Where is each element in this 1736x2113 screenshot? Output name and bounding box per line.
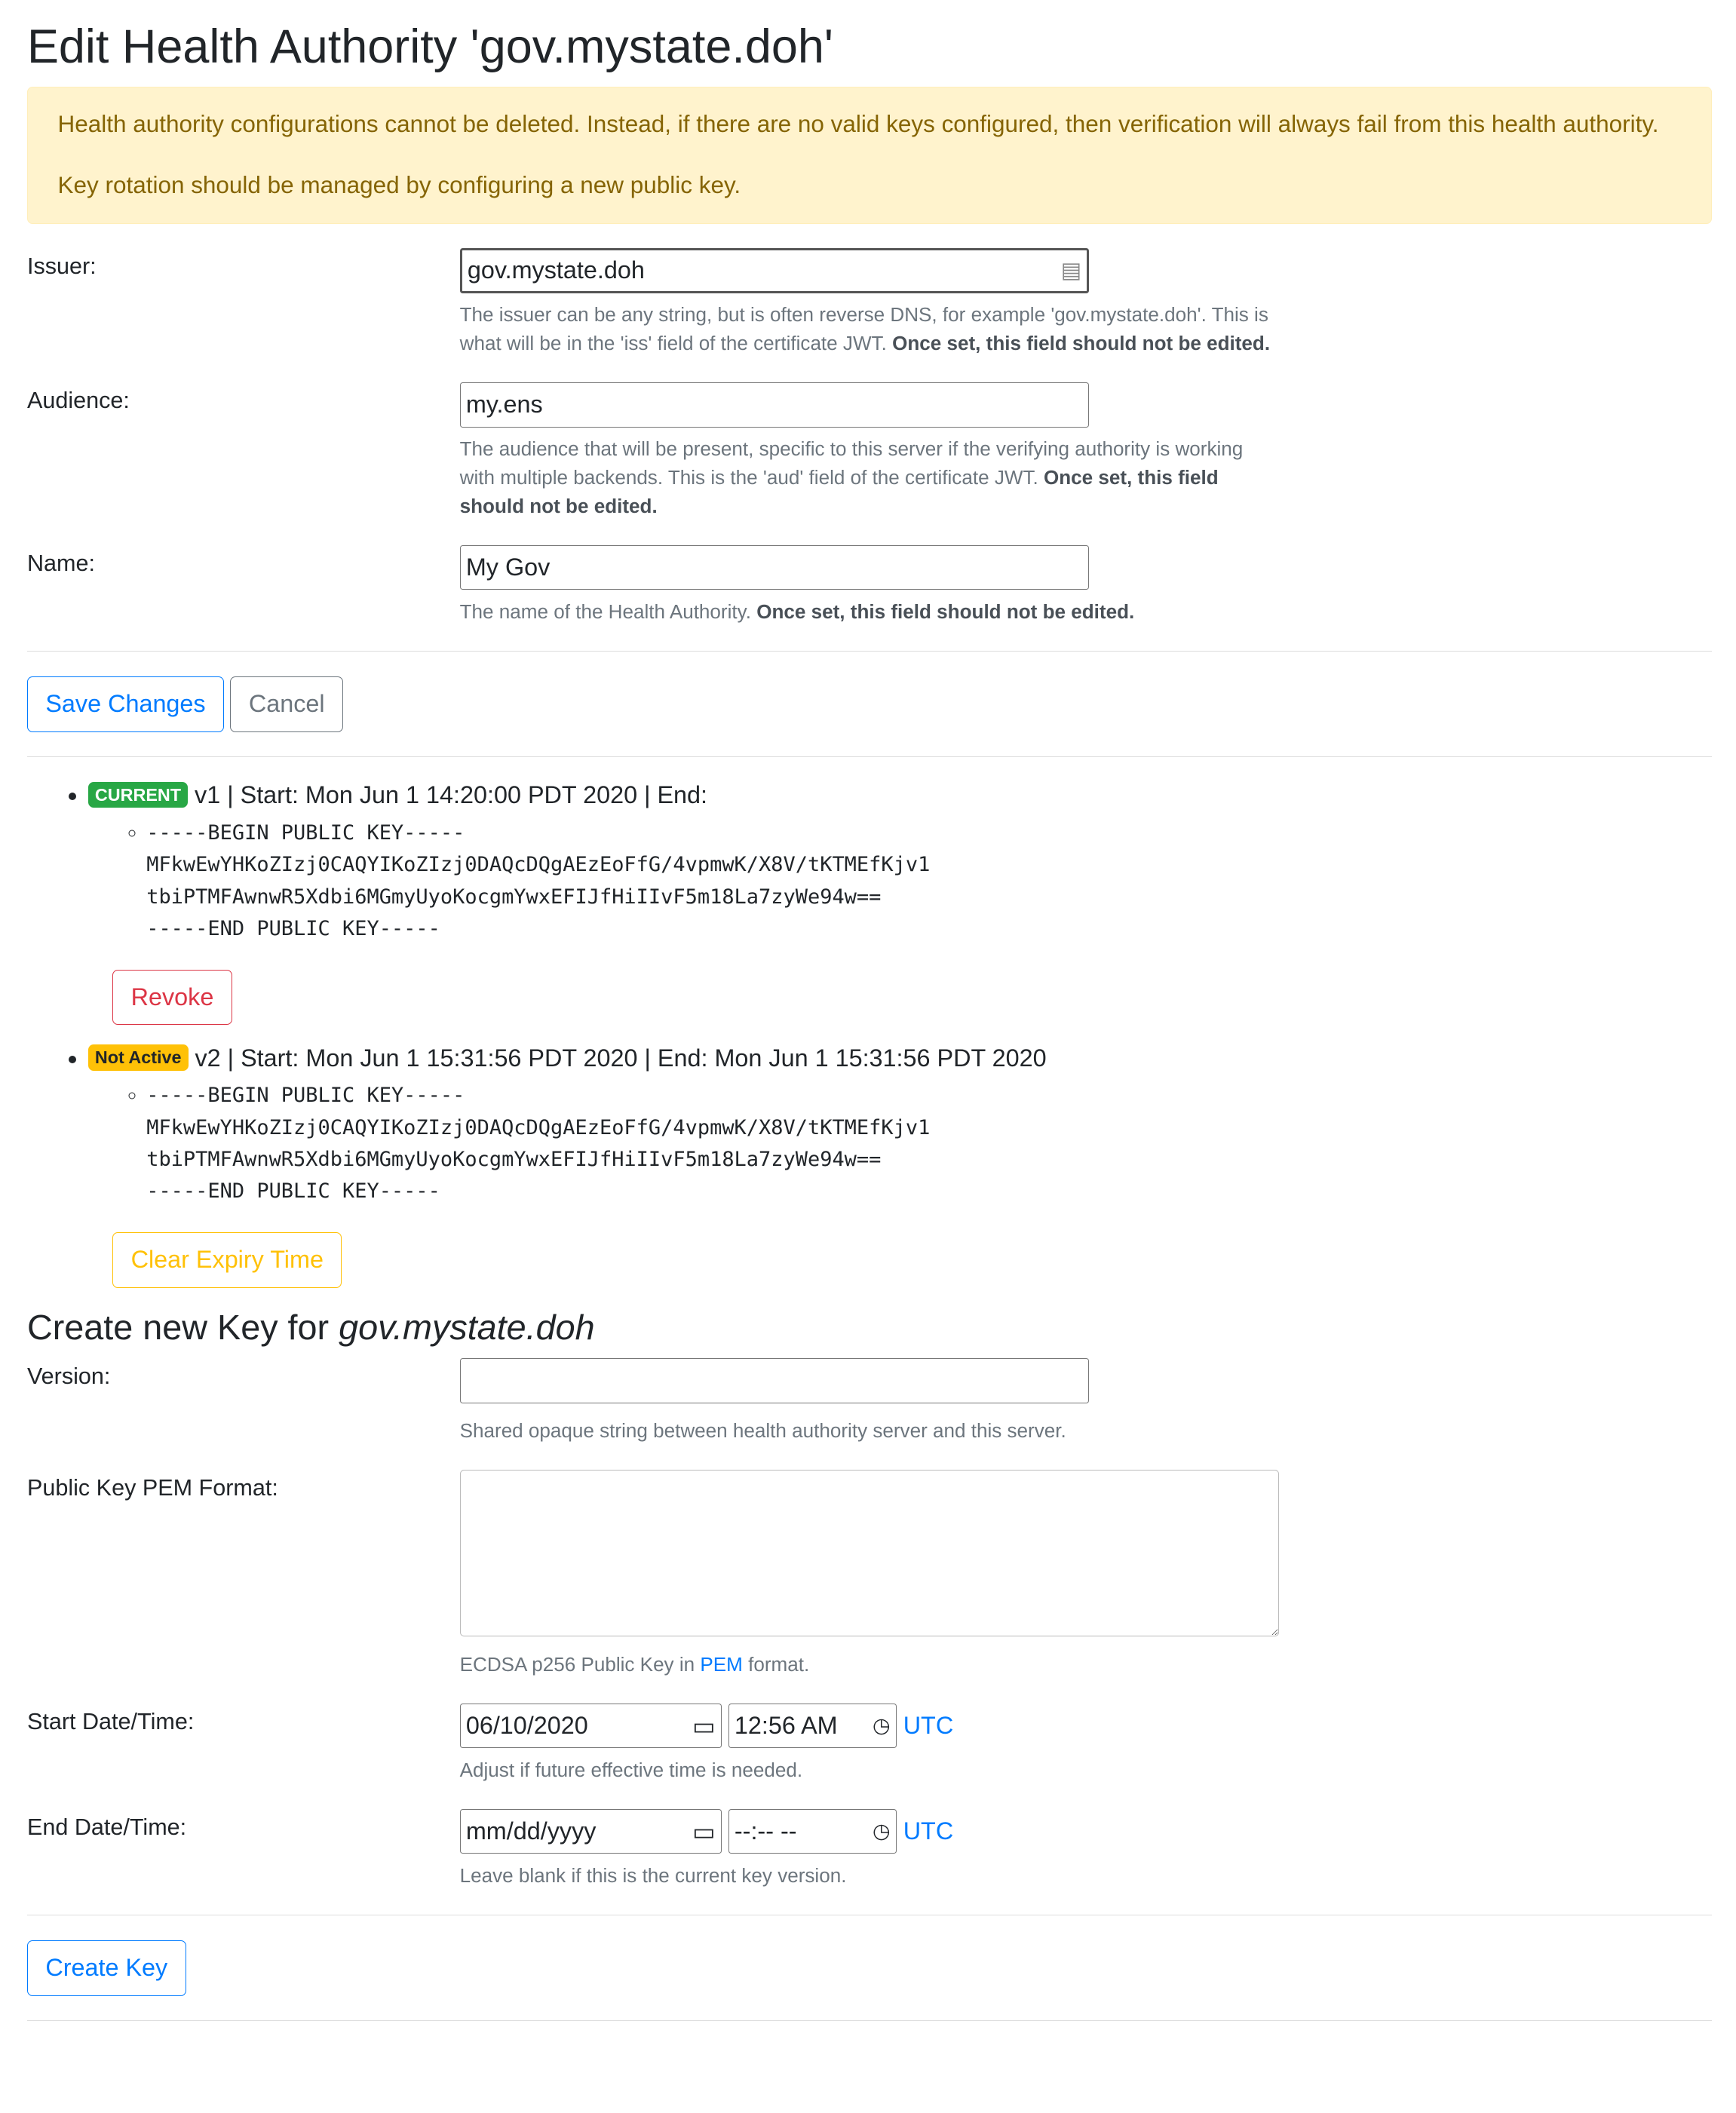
start-help: Adjust if future effective time is needed. bbox=[459, 1758, 803, 1781]
create-key-button[interactable]: Create Key bbox=[27, 1940, 186, 1996]
pem-help: ECDSA p256 Public Key in PEM format. bbox=[459, 1652, 810, 1676]
version-label: Version: bbox=[26, 1363, 111, 1390]
audience-label: Audience: bbox=[26, 388, 130, 414]
start-label: Start Date/Time: bbox=[26, 1709, 195, 1735]
utc-link[interactable]: UTC bbox=[903, 1817, 954, 1845]
create-key-heading: Create new Key for gov.mystate.doh bbox=[26, 1307, 595, 1347]
audience-help: The audience that will be present, specific to this server if the verifying authority is working with multiple backends. This is the 'aud' field of the certificate JWT. Once set, this field should not be edited. bbox=[459, 437, 1244, 517]
start-date-input[interactable]: 06/10/2020 ▭ bbox=[460, 1704, 722, 1748]
alert-text: Health authority configurations cannot be deleted. Instead, if there are no valid keys configured, then verification will always fail from this health authority. bbox=[57, 111, 1659, 138]
issuer-help: The issuer can be any string, but is often reverse DNS, for example 'gov.mystate.doh'. This is what will be in the 'iss' field of the certificate JWT. Once set, this field should not be edited. bbox=[459, 303, 1271, 355]
warning-alert bbox=[27, 87, 1712, 224]
calendar-icon[interactable]: ▭ bbox=[692, 1817, 716, 1845]
key-item bbox=[88, 1044, 1712, 1288]
key-info: v1 | Start: Mon Jun 1 14:20:00 PDT 2020 | End: bbox=[195, 781, 708, 809]
name-label: Name: bbox=[26, 550, 95, 577]
audience-input[interactable]: my.ens bbox=[460, 382, 1089, 427]
pem-label: Public Key PEM Format: bbox=[26, 1474, 278, 1501]
key-item bbox=[88, 781, 1712, 1025]
end-time-input[interactable]: --:-- -- ◷ bbox=[728, 1809, 897, 1854]
end-date-input[interactable]: mm/dd/yyyy ▭ bbox=[460, 1809, 722, 1854]
version-input[interactable] bbox=[460, 1358, 1089, 1403]
page-title: Edit Health Authority 'gov.mystate.doh' bbox=[26, 20, 833, 74]
public-key-pem: ◦ -----BEGIN PUBLIC KEY----- MFkwEwYHKoZIzj0CAQYIKoZIzj0DAQcDQgAEzEoFfG/4vpmwK/X8V/tKTMEfKjv1 tbiPTMFAwnwR5Xdbi6MGmyUyoKocgmYwxEFIJfHiIIvF5m18La7zyWe94w== -----END PUBLIC KEY----- bbox=[146, 1080, 1711, 1207]
alert-text: Key rotation should be managed by configuring a new public key. bbox=[57, 172, 741, 199]
end-help: Leave blank if this is the current key version. bbox=[459, 1864, 847, 1888]
clear-expiry-button[interactable]: Clear Expiry Time bbox=[112, 1232, 342, 1288]
issuer-label: Issuer: bbox=[26, 253, 97, 280]
pem-textarea[interactable] bbox=[460, 1470, 1279, 1636]
clock-icon[interactable]: ◷ bbox=[872, 1714, 891, 1737]
status-badge: CURRENT bbox=[88, 782, 188, 808]
version-help: Shared opaque string between health authority server and this server. bbox=[459, 1418, 1066, 1442]
status-badge: Not Active bbox=[88, 1044, 189, 1070]
public-key-pem: ◦ -----BEGIN PUBLIC KEY----- MFkwEwYHKoZIzj0CAQYIKoZIzj0DAQcDQgAEzEoFfG/4vpmwK/X8V/tKTMEfKjv1 tbiPTMFAwnwR5Xdbi6MGmyUyoKocgmYwxEFIJfHiIIvF5m18La7zyWe94w== -----END PUBLIC KEY----- bbox=[146, 817, 1711, 945]
key-info: v2 | Start: Mon Jun 1 15:31:56 PDT 2020 | End: Mon Jun 1 15:31:56 PDT 2020 bbox=[195, 1044, 1047, 1072]
end-label: End Date/Time: bbox=[26, 1814, 187, 1841]
utc-link[interactable]: UTC bbox=[903, 1712, 954, 1739]
cancel-button[interactable]: Cancel bbox=[230, 676, 342, 732]
pem-link[interactable]: PEM bbox=[700, 1652, 743, 1676]
name-input[interactable]: My Gov bbox=[460, 545, 1089, 590]
clock-icon[interactable]: ◷ bbox=[872, 1820, 891, 1843]
issuer-input[interactable]: gov.mystate.doh ▤ bbox=[460, 248, 1089, 293]
calendar-icon[interactable]: ▭ bbox=[692, 1712, 716, 1740]
start-time-input[interactable]: 12:56 AM ◷ bbox=[728, 1704, 897, 1748]
name-help: The name of the Health Authority. Once set, this field should not be edited. bbox=[459, 600, 1135, 624]
contact-card-icon: ▤ bbox=[1060, 259, 1081, 284]
save-changes-button[interactable]: Save Changes bbox=[27, 676, 224, 732]
revoke-button[interactable]: Revoke bbox=[112, 970, 232, 1026]
